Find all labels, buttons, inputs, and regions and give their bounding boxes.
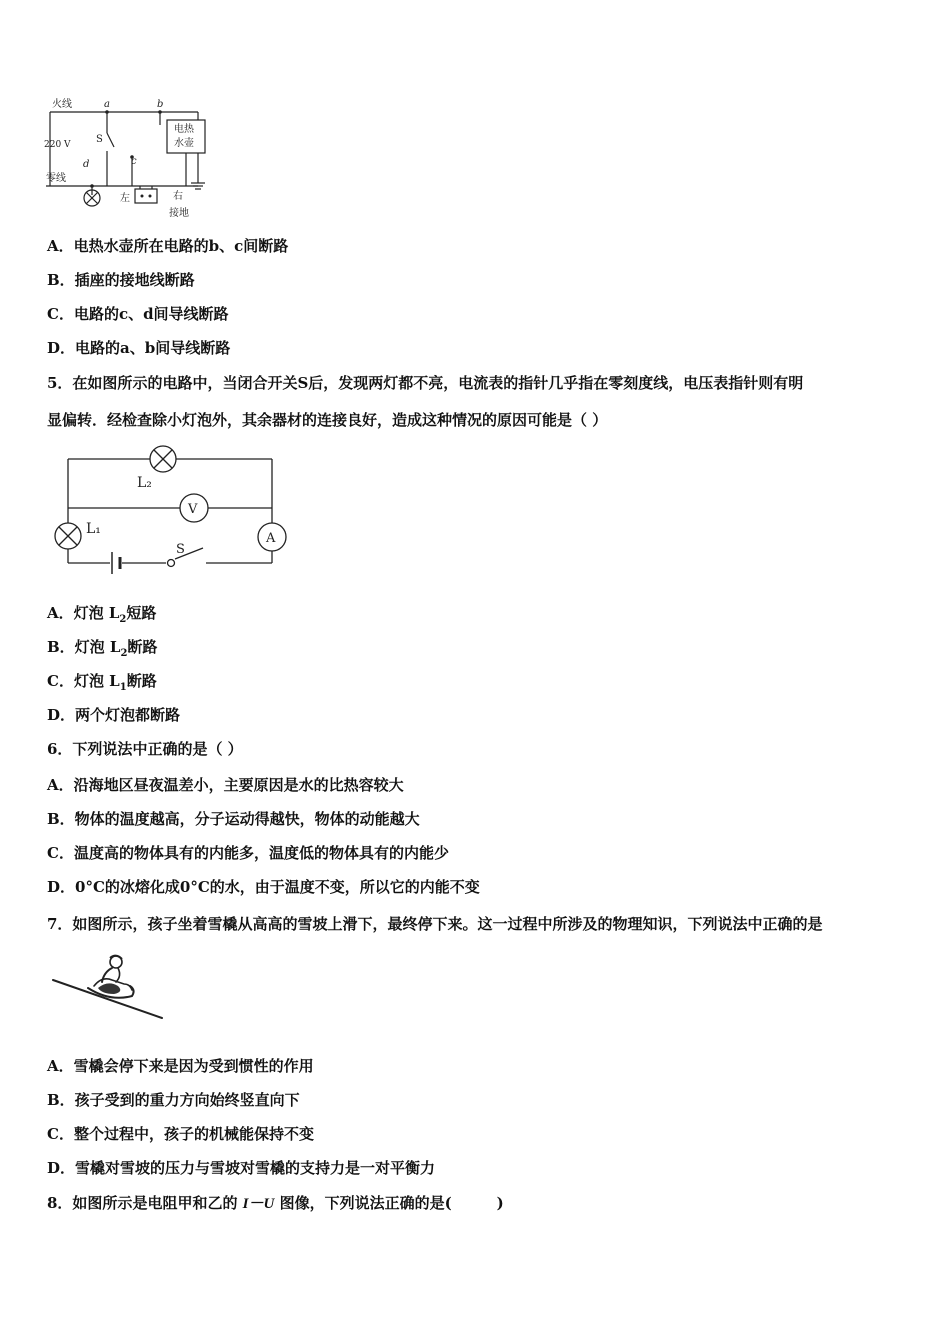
ground-label: 接地 bbox=[169, 208, 189, 219]
lamp-l2-label: L₂ bbox=[137, 475, 152, 491]
lamp-l1-label: L₁ bbox=[86, 521, 101, 537]
q7-option-d: D．雪橇对雪坡的压力与雪坡对雪橇的支持力是一对平衡力 bbox=[47, 1159, 436, 1177]
q7-option-a: A．雪橇会停下来是因为受到惯性的作用 bbox=[47, 1057, 314, 1075]
ammeter-label: A bbox=[266, 531, 276, 546]
q4-option-d: D．电路的a、b间导线断路 bbox=[47, 339, 231, 357]
household-circuit-diagram bbox=[40, 95, 220, 223]
socket-right-label: 右 bbox=[173, 191, 183, 202]
sled-slope-illustration bbox=[50, 950, 165, 1022]
q8-stem: 8．如图所示是电阻甲和乙的 I－U 图像，下列说法正确的是( ) bbox=[47, 1194, 504, 1212]
q6-option-a: A．沿海地区昼夜温差小，主要原因是水的比热容较大 bbox=[47, 776, 404, 794]
q5-option-a: A．灯泡 $L_2$短路 bbox=[47, 604, 157, 625]
q5-option-b: B．灯泡 $L_2$断路 bbox=[47, 638, 158, 659]
point-c-label: c bbox=[131, 156, 137, 167]
neutral-wire-label: 零线 bbox=[46, 173, 66, 184]
q4-option-c: C．电路的c、d间导线断路 bbox=[47, 305, 229, 323]
voltage-label: 220 V bbox=[44, 140, 71, 150]
q4-option-b: B．插座的接地线断路 bbox=[47, 271, 195, 289]
series-circuit-diagram bbox=[48, 445, 298, 580]
q7-option-b: B．孩子受到的重力方向始终竖直向下 bbox=[47, 1091, 300, 1109]
switch-s-label: S bbox=[176, 542, 185, 557]
socket-left-label: 左 bbox=[120, 193, 130, 204]
q6-stem: 6．下列说法中正确的是（ ） bbox=[47, 740, 243, 758]
q7-stem: 7．如图所示，孩子坐着雪橇从高高的雪坡上滑下，最终停下来。这一过程中所涉及的物理知识，下列说法中正确的是 bbox=[47, 915, 823, 933]
q5-stem-line2: 显偏转．经检查除小灯泡外，其余器材的连接良好，造成这种情况的原因可能是（ ） bbox=[47, 411, 608, 429]
point-b-label: b bbox=[157, 99, 164, 110]
q6-option-c: C．温度高的物体具有的内能多，温度低的物体具有的内能少 bbox=[47, 844, 449, 862]
kettle-label-line2: 水壶 bbox=[174, 138, 194, 149]
q5-option-d: D．两个灯泡都断路 bbox=[47, 706, 181, 724]
q5-stem-line1: 5．在如图所示的电路中，当闭合开关S后，发现两灯都不亮，电流表的指针几乎指在零刻度线，电压表指针则有明 bbox=[47, 374, 804, 392]
kettle-label-line1: 电热 bbox=[174, 124, 194, 135]
q7-option-c: C．整个过程中，孩子的机械能保持不变 bbox=[47, 1125, 314, 1143]
voltmeter-label: V bbox=[188, 502, 198, 517]
switch-label: S bbox=[96, 134, 103, 145]
point-d-label: d bbox=[83, 159, 90, 170]
q4-option-a: A．电热水壶所在电路的b、c间断路 bbox=[47, 237, 289, 255]
q6-option-d: D．0°C的冰熔化成0°C的水，由于温度不变，所以它的内能不变 bbox=[47, 878, 480, 896]
live-wire-label: 火线 bbox=[52, 99, 72, 110]
point-a-label: a bbox=[104, 99, 110, 110]
q6-option-b: B．物体的温度越高，分子运动得越快，物体的动能越大 bbox=[47, 810, 420, 828]
q5-option-c: C．灯泡 $L_1$断路 bbox=[47, 672, 157, 693]
